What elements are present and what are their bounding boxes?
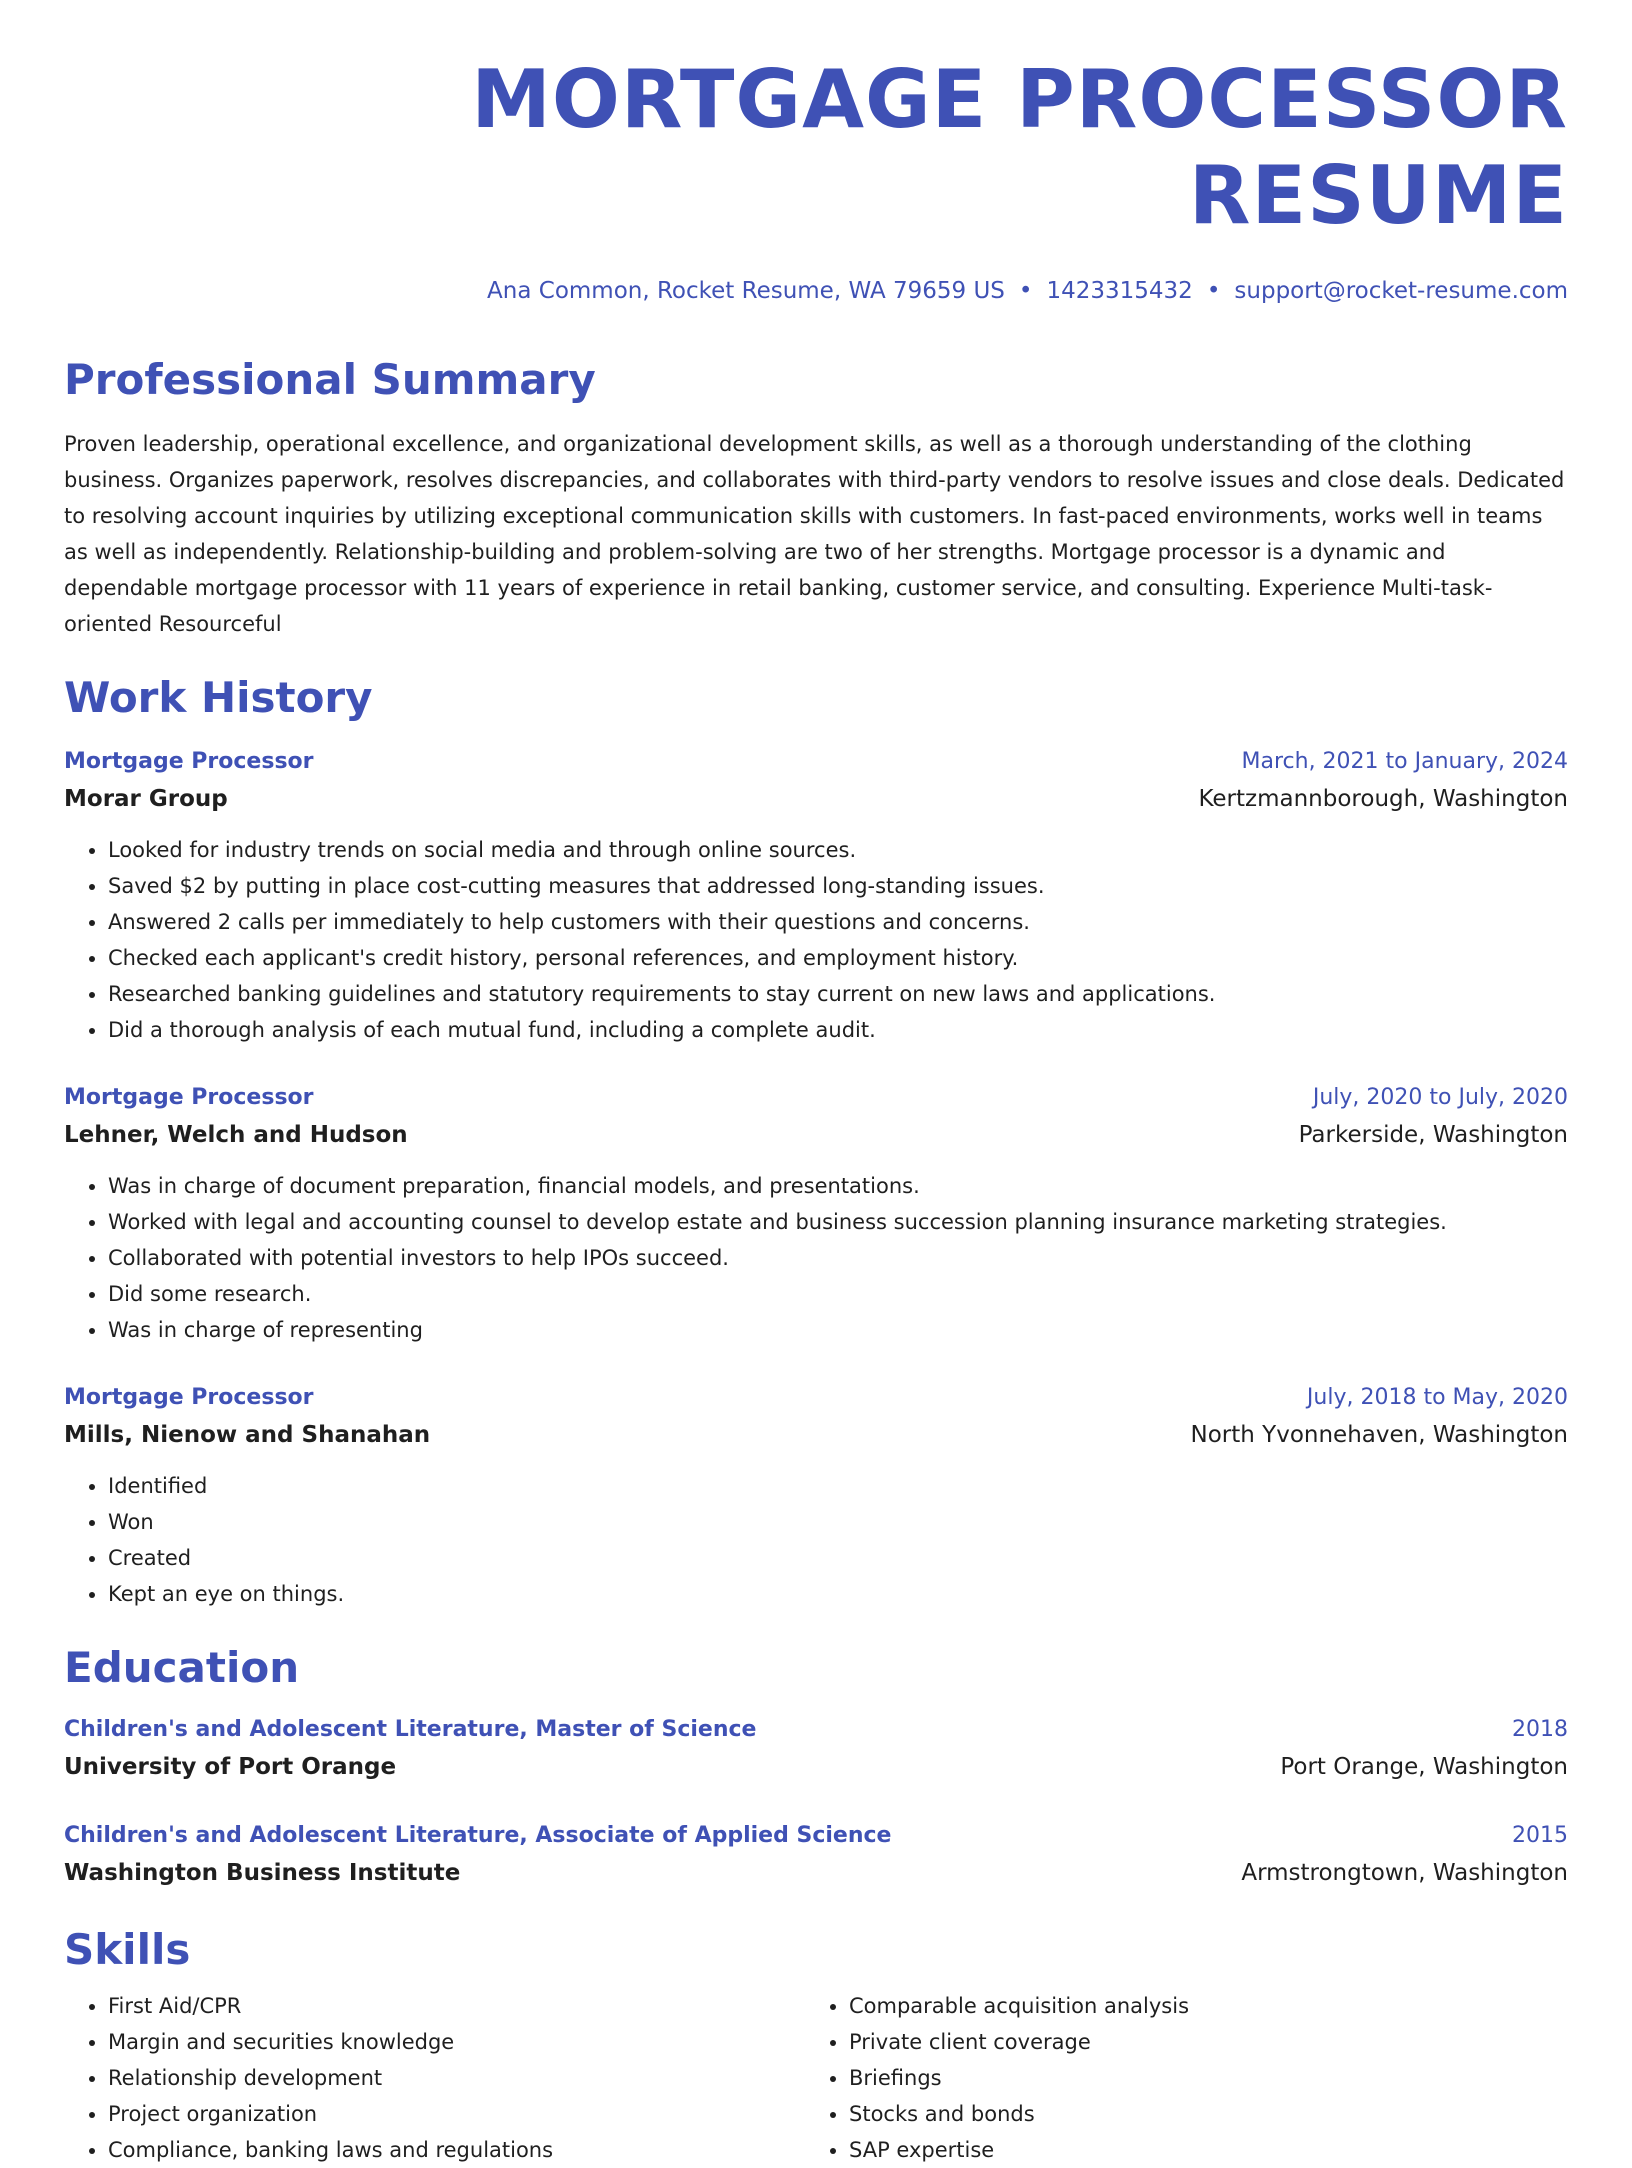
job-dates: July, 2018 to May, 2020 (1306, 1385, 1568, 1410)
job-bullet: • Created (108, 1540, 1568, 1576)
job-bullet: • Identified (108, 1468, 1568, 1504)
education-degree: Children's and Adolescent Literature, Master of Science (64, 1717, 757, 1742)
job-company: Lehner, Welch and Hudson (64, 1122, 408, 1148)
skills-column-left (64, 1988, 805, 2168)
job-bullet: • Worked with legal and accounting counsel to develop estate and business succession planning insurance marketing strategies. (108, 1204, 1568, 1240)
job-bullet: • Kept an eye on things. (108, 1576, 1568, 1612)
contact-separator: • (1206, 278, 1221, 304)
job-entry (64, 1080, 1568, 1348)
skill-item: • Private client coverage (849, 2024, 1546, 2060)
education-school: University of Port Orange (64, 1754, 397, 1780)
contact-address: Ana Common, Rocket Resume, WA 79659 US (487, 278, 1005, 304)
job-bullet: • Checked each applicant's credit history, personal references, and employment history. (108, 940, 1568, 976)
job-title: Mortgage Processor (64, 1385, 314, 1410)
contact-separator: • (1018, 278, 1033, 304)
skills-list (64, 1988, 1568, 2168)
skill-item: • Stocks and bonds (849, 2096, 1546, 2132)
job-bullet: • Collaborated with potential investors to help IPOs succeed. (108, 1240, 1568, 1276)
contact-email: support@rocket-resume.com (1234, 278, 1568, 304)
education-year: 2015 (1512, 1823, 1568, 1848)
education-school: Washington Business Institute (64, 1860, 461, 1886)
education-degree: Children's and Adolescent Literature, Associate of Applied Science (64, 1823, 892, 1848)
section-heading-skills: Skills (64, 1925, 191, 1974)
job-location: Parkerside, Washington (1298, 1122, 1568, 1148)
section-heading-summary: Professional Summary (64, 355, 596, 404)
job-title: Mortgage Processor (64, 1085, 314, 1110)
job-location: North Yvonnehaven, Washington (1190, 1422, 1568, 1448)
contact-phone: 1423315432 (1046, 278, 1193, 304)
section-heading-education: Education (64, 1643, 300, 1692)
job-bullets (64, 1168, 1568, 1348)
skill-item: • Relationship development (108, 2060, 805, 2096)
skill-item: • Project organization (108, 2096, 805, 2132)
education-entry (64, 1712, 1568, 1786)
job-entry (64, 1380, 1568, 1612)
skill-item: • SAP expertise (849, 2132, 1546, 2168)
section-heading-work-history: Work History (64, 673, 373, 722)
job-bullet: • Did a thorough analysis of each mutual fund, including a complete audit. (108, 1012, 1568, 1048)
job-bullet: • Saved $2 by putting in place cost-cutting measures that addressed long-standing issues. (108, 868, 1568, 904)
resume-title: MORTGAGE PROCESSOR RESUME (471, 53, 1568, 242)
contact-line (64, 274, 1568, 308)
job-company: Morar Group (64, 786, 228, 812)
job-bullet: • Answered 2 calls per immediately to help customers with their questions and concerns. (108, 904, 1568, 940)
skills-column-right (805, 1988, 1546, 2168)
job-location: Kertzmannborough, Washington (1198, 786, 1568, 812)
job-bullet: • Was in charge of representing (108, 1312, 1568, 1348)
job-dates: July, 2020 to July, 2020 (1312, 1085, 1568, 1110)
skill-item: • Compliance, banking laws and regulations (108, 2132, 805, 2168)
summary-text: Proven leadership, operational excellence, and organizational development skills, as well as a thorough understanding of the clothing business. Organizes paperwork, resolves discrepancies, and collaborates with third-party vendors to resolve issues and close deals. Dedicated to resolving account inquiries by utilizing exceptional communication skills with customers. In fast-paced environments, works well in teams as well as independently. Relationship-building and problem-solving are two of her strengths. Mortgage processor is a dynamic and dependable mortgage processor with 11 years of experience in retail banking, customer service, and consulting. Experience Multi-task-oriented Resourceful (64, 432, 1565, 636)
job-bullet: • Looked for industry trends on social media and through online sources. (108, 832, 1568, 868)
job-company: Mills, Nienow and Shanahan (64, 1422, 431, 1448)
job-bullet: • Was in charge of document preparation, financial models, and presentations. (108, 1168, 1568, 1204)
education-location: Port Orange, Washington (1280, 1754, 1568, 1780)
education-location: Armstrongtown, Washington (1241, 1860, 1568, 1886)
job-bullet: • Researched banking guidelines and statutory requirements to stay current on new laws and applications. (108, 976, 1568, 1012)
job-entry (64, 744, 1568, 1048)
job-title: Mortgage Processor (64, 749, 314, 774)
job-bullet: • Won (108, 1504, 1568, 1540)
skill-item: • Margin and securities knowledge (108, 2024, 805, 2060)
skill-item: • Briefings (849, 2060, 1546, 2096)
job-bullets (64, 832, 1568, 1048)
education-year: 2018 (1512, 1717, 1568, 1742)
skill-item: • Comparable acquisition analysis (849, 1988, 1546, 2024)
education-entry (64, 1818, 1568, 1892)
job-bullets (64, 1468, 1568, 1612)
job-dates: March, 2021 to January, 2024 (1241, 749, 1568, 774)
skill-item: • First Aid/CPR (108, 1988, 805, 2024)
job-bullet: • Did some research. (108, 1276, 1568, 1312)
